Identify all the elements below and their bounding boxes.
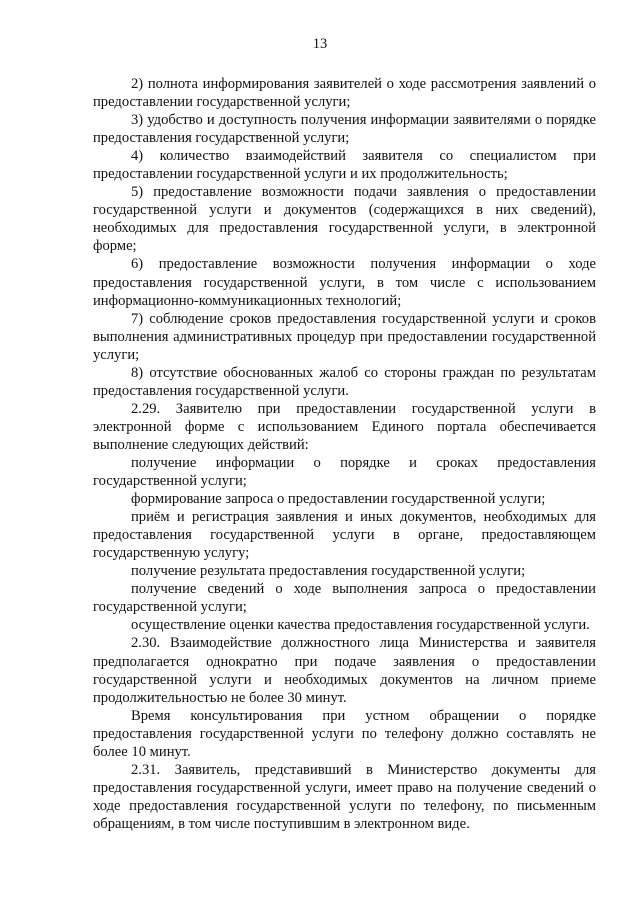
paragraph-consultation-time: Время консультирования при устном обращении о порядке предоставления государственной услуги по телефону должно составлять не более 10 минут.	[93, 707, 596, 760]
paragraph-action-status: получение сведений о ходе выполнения запроса о предоставлении государственной услуги;	[93, 581, 596, 616]
paragraph-action-result: получение результата предоставления государственной услуги;	[131, 563, 526, 580]
paragraph-action-request: формирование запроса о предоставлении государственной услуги;	[131, 491, 546, 508]
paragraph-2-30: 2.30. Взаимодействие должностного лица Министерства и заявителя предполагается однократно при подаче заявления о предоставлении государственной услуги и необходимых документов на личном приеме продолжительностью не более 30 минут.	[93, 635, 596, 706]
paragraph-action-info: получение информации о порядке и сроках предоставления государственной услуги;	[93, 454, 596, 490]
paragraph-item-7: 7) соблюдение сроков предоставления государственной услуги и сроков выполнения административных процедур при предоставлении государственной услуги;	[93, 310, 596, 363]
document-body	[93, 75, 596, 833]
paragraph-item-8: 8) отсутствие обоснованных жалоб со стороны граждан по результатам предоставления государственной услуги.	[93, 364, 596, 399]
paragraph-item-2: 2) полнота информирования заявителей о ходе рассмотрения заявлений о предоставлении государственной услуги;	[93, 76, 596, 111]
page-number: 13	[312, 36, 328, 52]
paragraph-item-6: 6) предоставление возможности получения информации о ходе предоставления государственной услуги, в том числе с использованием информационно-коммуникационных технологий;	[93, 256, 596, 309]
paragraph-2-31: 2.31. Заявитель, представивший в Министерство документы для предоставления государственной услуги, имеет право на получение сведений о ходе предоставления государственной услуги по телефону, по письменным обращениям, в том числе поступившим в электронном виде.	[93, 761, 596, 832]
paragraph-action-evaluation: осуществление оценки качества предоставления государственной услуги.	[131, 617, 590, 634]
paragraph-action-registration: приём и регистрация заявления и иных документов, необходимых для предоставления государственной услуги в органе, предоставляющем государственную услугу;	[93, 509, 596, 562]
paragraph-item-4: 4) количество взаимодействий заявителя со специалистом при предоставлении государственной услуги и их продолжительность;	[93, 148, 596, 183]
paragraph-item-3: 3) удобство и доступность получения информации заявителями о порядке предоставления государственной услуги;	[93, 112, 596, 147]
paragraph-item-5: 5) предоставление возможности подачи заявления о предоставлении государственной услуги и документов (содержащихся в них сведений), необходимых для предоставления государственной услуги, в электронной форме;	[93, 184, 596, 255]
paragraph-2-29: 2.29. Заявителю при предоставлении государственной услуги в электронной форме с использованием Единого портала обеспечивается выполнение следующих действий:	[93, 400, 596, 453]
